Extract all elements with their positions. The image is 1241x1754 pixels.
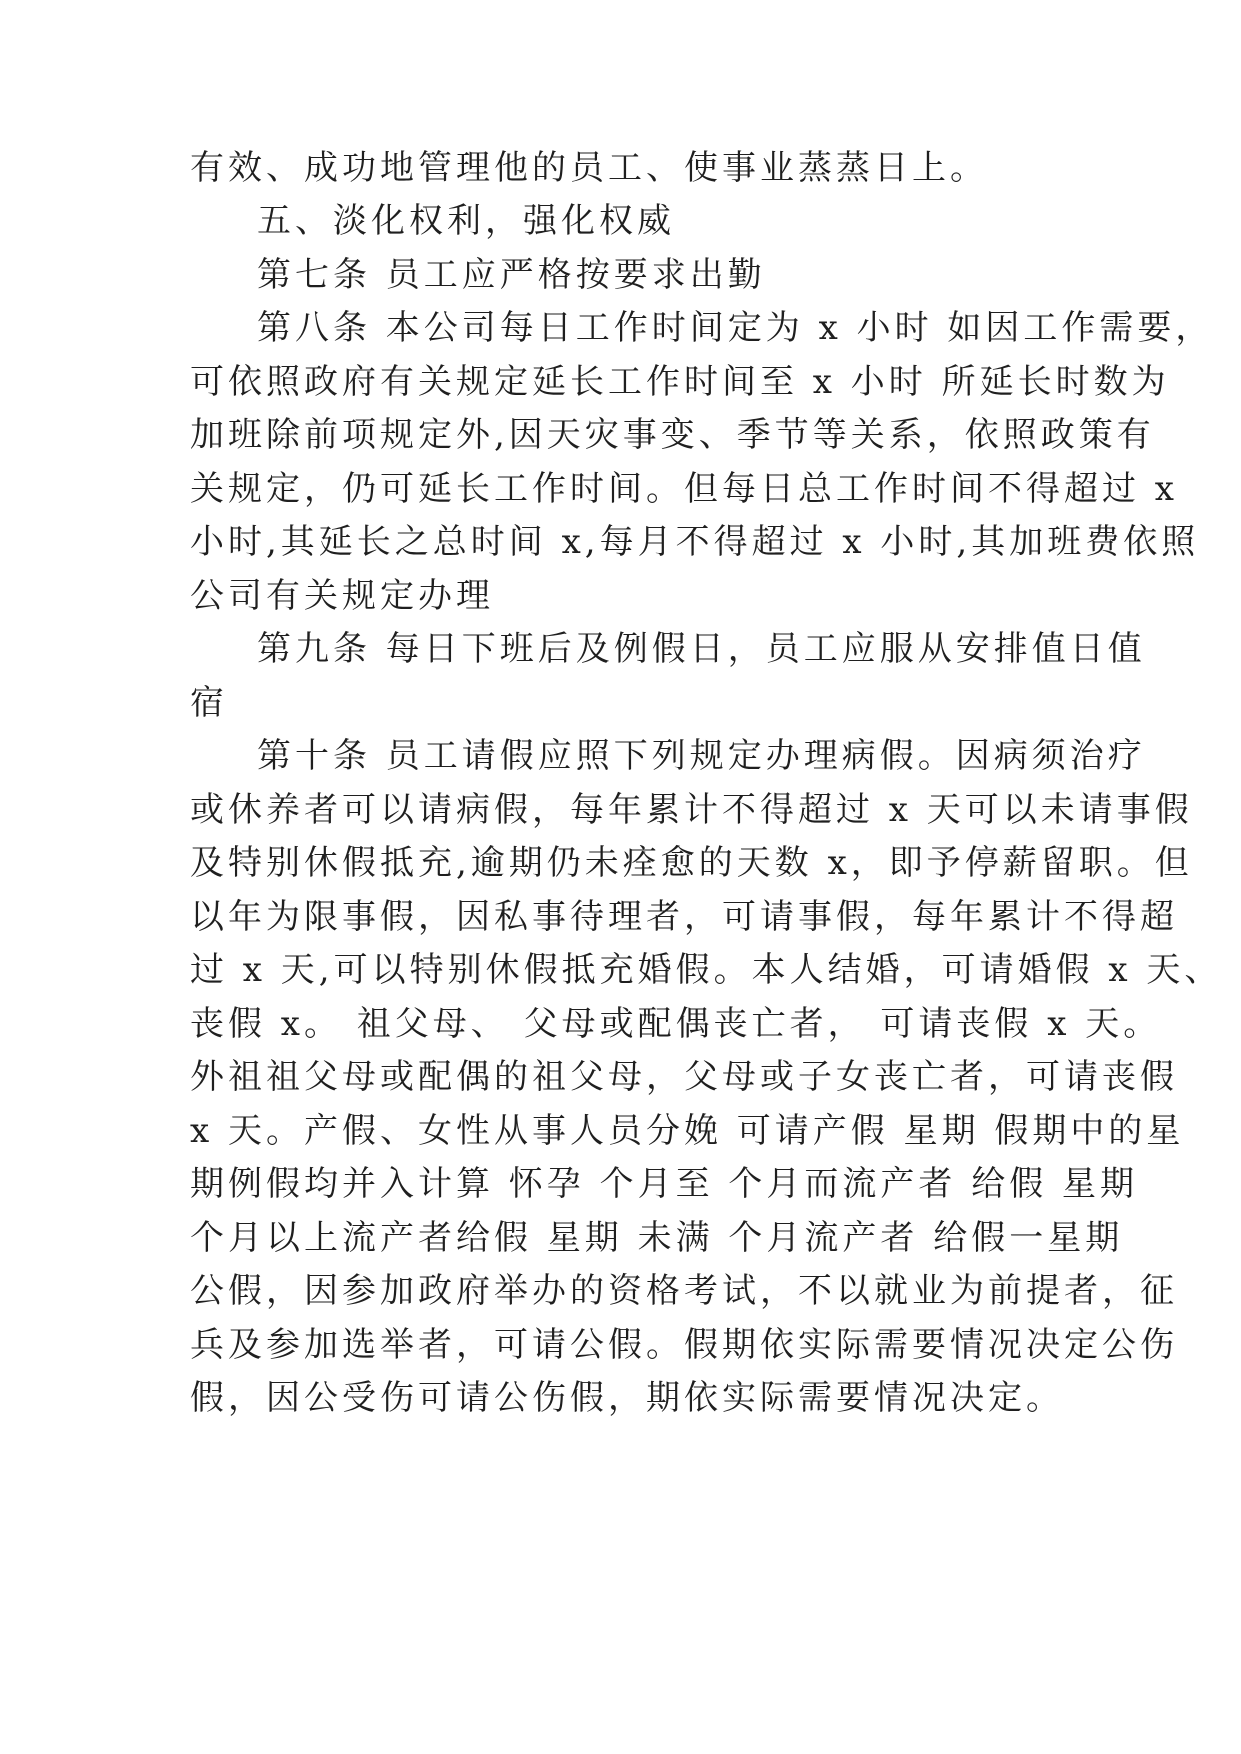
article-8: 第八条 本公司每日工作时间定为 x 小时 如因工作需要， bbox=[257, 308, 1214, 348]
text-line: 关规定，仍可延长工作时间。但每日总工作时间不得超过 x bbox=[190, 469, 1178, 509]
text-line: 公假，因参加政府举办的资格考试，不以就业为前提者，征 bbox=[190, 1271, 1178, 1311]
text-line: 丧假 x。 祖父母、 父母或配偶丧亡者， 可请丧假 x 天。 bbox=[190, 1004, 1162, 1044]
text-line: 过 x 天,可以特别休假抵充婚假。本人结婚，可请婚假 x 天、 bbox=[190, 950, 1223, 990]
text-line: 或休养者可以请病假，每年累计不得超过 x 天可以未请事假 bbox=[190, 790, 1193, 830]
text-line: 及特别休假抵充,逾期仍未痊愈的天数 x，即予停薪留职。但 bbox=[190, 843, 1193, 883]
article-7: 第七条 员工应严格按要求出勤 bbox=[257, 255, 766, 295]
text-line: x 天。产假、女性从事人员分娩 可请产假 星期 假期中的星 bbox=[190, 1111, 1185, 1151]
text-line: 期例假均并入计算 怀孕 个月至 个月而流产者 给假 星期 bbox=[190, 1164, 1139, 1204]
text-line: 加班除前项规定外,因天灾事变、季节等关系，依照政策有 bbox=[190, 415, 1155, 455]
text-line: 有效、成功地管理他的员工、使事业蒸蒸日上。 bbox=[190, 148, 988, 188]
text-line: 个月以上流产者给假 星期 未满 个月流产者 给假一星期 bbox=[190, 1218, 1124, 1258]
text-line: 可依照政府有关规定延长工作时间至 x 小时 所延长时数为 bbox=[190, 362, 1170, 402]
text-line: 兵及参加选举者，可请公假。假期依实际需要情况决定公伤 bbox=[190, 1325, 1178, 1365]
text-line: 假，因公受伤可请公伤假，期依实际需要情况决定。 bbox=[190, 1378, 1064, 1418]
section-heading: 五、淡化权利，强化权威 bbox=[257, 201, 675, 241]
text-line: 宿 bbox=[190, 683, 228, 723]
article-10: 第十条 员工请假应照下列规定办理病假。因病须治疗 bbox=[257, 736, 1146, 776]
article-9: 第九条 每日下班后及例假日，员工应服从安排值日值 bbox=[257, 629, 1146, 669]
text-line: 公司有关规定办理 bbox=[190, 576, 494, 616]
text-line: 小时,其延长之总时间 x,每月不得超过 x 小时,其加班费依照 bbox=[190, 522, 1200, 562]
text-line: 以年为限事假，因私事待理者，可请事假，每年累计不得超 bbox=[190, 897, 1178, 937]
text-line: 外祖祖父母或配偶的祖父母，父母或子女丧亡者，可请丧假 bbox=[190, 1057, 1178, 1097]
